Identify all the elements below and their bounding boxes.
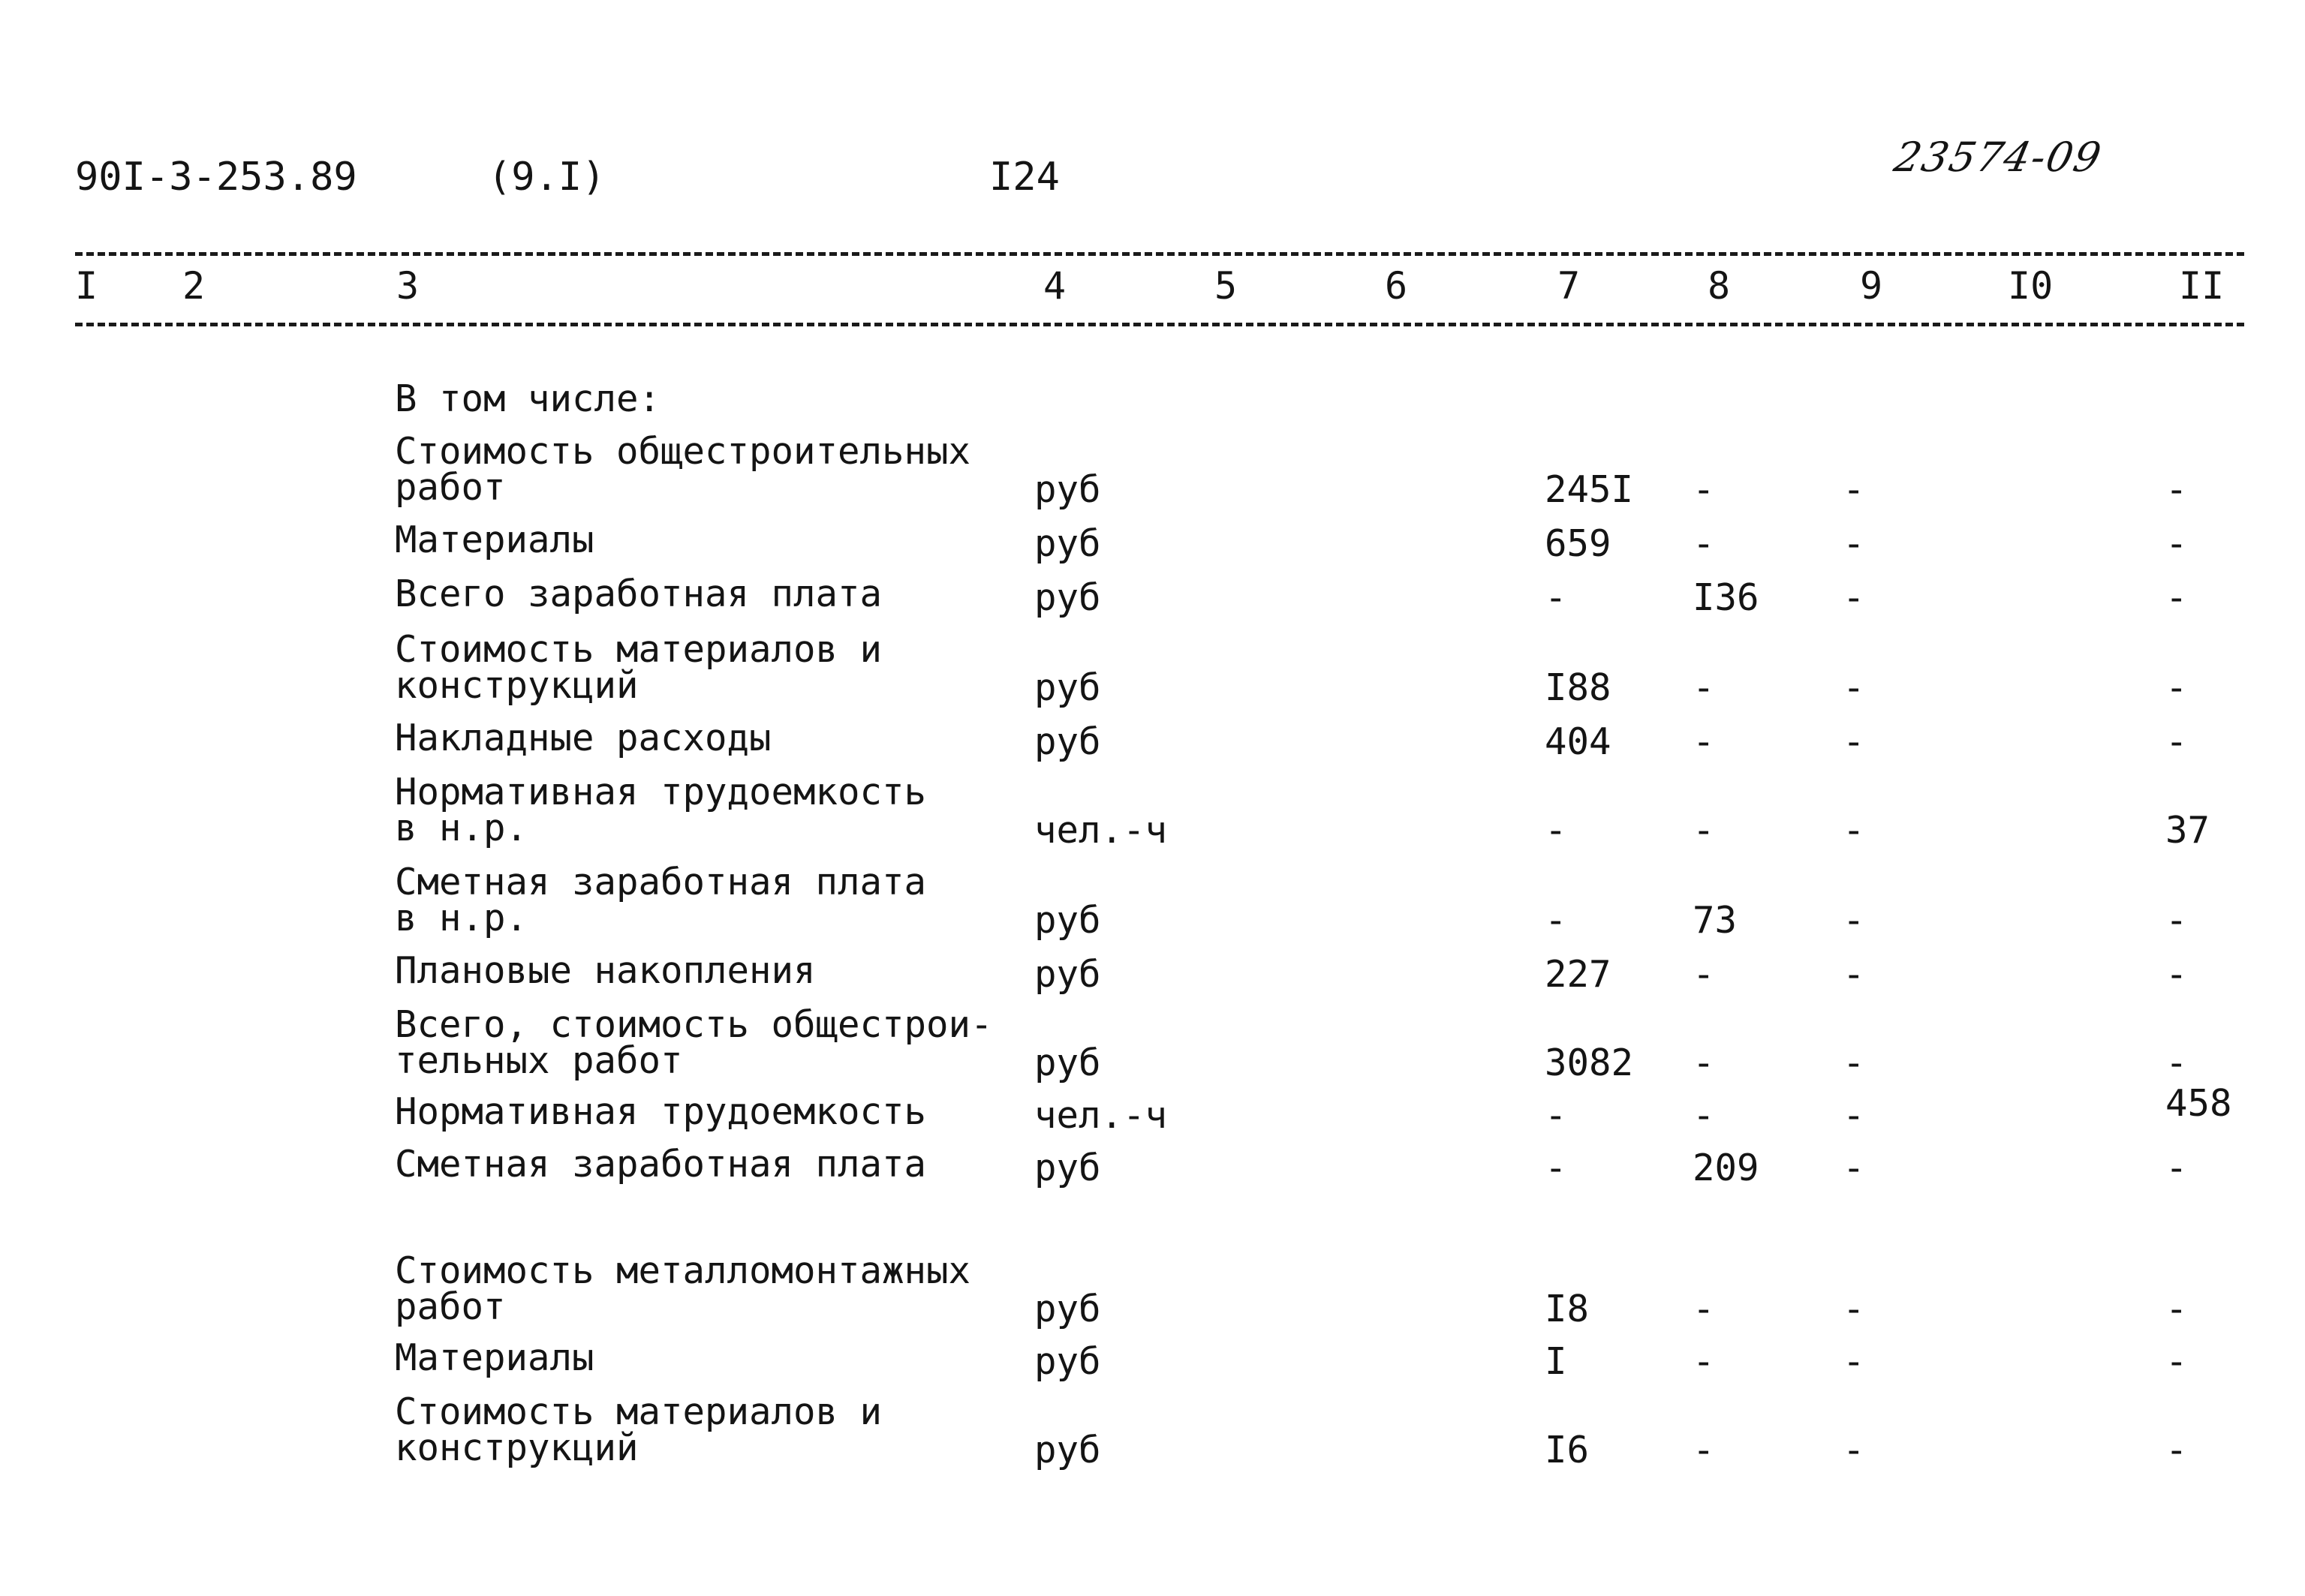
row-col8: - — [1693, 666, 1715, 709]
row-unit: руб — [1034, 1429, 1101, 1471]
row-unit: чел.-ч — [1034, 809, 1168, 852]
row-col11: - — [2165, 1340, 2188, 1383]
row-col11: - — [2165, 720, 2188, 763]
row-col9: - — [1843, 1288, 1865, 1330]
row-col8: - — [1693, 953, 1715, 996]
row-col11: - — [2165, 468, 2188, 511]
row-label: Сметная заработная плата в н.р. — [395, 861, 927, 939]
row-col8: I36 — [1693, 576, 1759, 619]
row-unit: руб — [1034, 1340, 1101, 1383]
row-label: Нормативная трудоемкость в н.р. — [395, 771, 927, 849]
row-col9: - — [1843, 1041, 1865, 1084]
row-col7: - — [1545, 899, 1567, 942]
column-number-4: 4 — [1043, 264, 1067, 308]
row-col7: - — [1545, 576, 1567, 619]
row-col7: 245I — [1545, 468, 1634, 511]
row-col8: - — [1693, 809, 1715, 852]
column-number-8: 8 — [1708, 264, 1731, 308]
row-col8: - — [1693, 1429, 1715, 1471]
row-col9: - — [1843, 468, 1865, 511]
row-col8: - — [1693, 468, 1715, 511]
row-col8: - — [1693, 1288, 1715, 1330]
column-number-1: I — [75, 264, 98, 308]
page-number: I24 — [989, 155, 1060, 200]
row-label: Накладные расходы — [395, 717, 772, 759]
row-col9: - — [1843, 899, 1865, 942]
row-label: Всего, стоимость общестрои- тельных работ — [395, 1003, 993, 1082]
row-label: Материалы — [395, 1336, 594, 1379]
row-col9: - — [1843, 1340, 1865, 1383]
row-col7: I — [1545, 1340, 1567, 1383]
row-col11: - — [2165, 1147, 2188, 1189]
row-unit: руб — [1034, 1288, 1101, 1330]
header-top-rule — [75, 252, 2244, 256]
row-col11: - — [2165, 1041, 2188, 1084]
row-label: Стоимость материалов и конструкций — [395, 1390, 883, 1469]
row-col9: - — [1843, 1429, 1865, 1471]
intro-label: В том числе: — [395, 377, 661, 420]
row-col7: 227 — [1545, 953, 1611, 996]
column-number-5: 5 — [1214, 264, 1238, 308]
row-label: Стоимость материалов и конструкций — [395, 628, 883, 707]
column-number-6: 6 — [1385, 264, 1408, 308]
row-col9: - — [1843, 1147, 1865, 1189]
row-col8: - — [1693, 1094, 1715, 1137]
row-unit: руб — [1034, 468, 1101, 511]
row-col8: 209 — [1693, 1147, 1759, 1189]
column-number-10: I0 — [2008, 264, 2054, 308]
row-col9: - — [1843, 953, 1865, 996]
row-label: Плановые накопления — [395, 949, 816, 992]
row-unit: руб — [1034, 522, 1101, 565]
row-unit: руб — [1034, 1041, 1101, 1084]
row-label: Сметная заработная плата — [395, 1143, 927, 1186]
row-col7: - — [1545, 809, 1567, 852]
row-unit: руб — [1034, 953, 1101, 996]
row-col7: I6 — [1545, 1429, 1590, 1471]
row-col11: - — [2165, 666, 2188, 709]
row-col9: - — [1843, 666, 1865, 709]
row-col7: I88 — [1545, 666, 1611, 709]
row-col7: - — [1545, 1094, 1567, 1137]
row-col8: - — [1693, 1340, 1715, 1383]
section-number: (9.I) — [488, 155, 606, 200]
row-unit: руб — [1034, 899, 1101, 942]
row-col9: - — [1843, 1094, 1865, 1137]
column-number-11: II — [2179, 264, 2225, 308]
row-col7: - — [1545, 1147, 1567, 1189]
row-col7: 659 — [1545, 522, 1611, 565]
row-col7: 404 — [1545, 720, 1611, 763]
row-col11: - — [2165, 522, 2188, 565]
row-unit: руб — [1034, 720, 1101, 763]
row-label: Стоимость металломонтажных работ — [395, 1249, 971, 1328]
column-number-9: 9 — [1860, 264, 1883, 308]
row-col9: - — [1843, 809, 1865, 852]
document-code: 90I-3-253.89 — [75, 155, 357, 200]
row-col8: - — [1693, 720, 1715, 763]
row-col8: - — [1693, 522, 1715, 565]
row-col11: 458 — [2165, 1082, 2232, 1125]
row-col7: 3082 — [1545, 1041, 1634, 1084]
row-unit: руб — [1034, 576, 1101, 619]
column-number-3: 3 — [396, 264, 420, 308]
row-unit: руб — [1034, 1147, 1101, 1189]
row-label: Нормативная трудоемкость — [395, 1090, 927, 1133]
row-label: Стоимость общестроительных работ — [395, 430, 971, 509]
row-col7: I8 — [1545, 1288, 1590, 1330]
row-col8: - — [1693, 1041, 1715, 1084]
row-col11: - — [2165, 953, 2188, 996]
row-col9: - — [1843, 720, 1865, 763]
row-col9: - — [1843, 522, 1865, 565]
row-col11: - — [2165, 1429, 2188, 1471]
column-number-7: 7 — [1557, 264, 1581, 308]
header-bottom-rule — [75, 323, 2244, 326]
row-unit: руб — [1034, 666, 1101, 709]
row-label: Всего заработная плата — [395, 573, 883, 615]
row-col11: 37 — [2165, 809, 2210, 852]
row-col9: - — [1843, 576, 1865, 619]
row-col11: - — [2165, 1288, 2188, 1330]
handwritten-stamp: 23574-09 — [1890, 134, 2107, 181]
row-unit: чел.-ч — [1034, 1094, 1168, 1137]
column-number-2: 2 — [182, 264, 206, 308]
row-col8: 73 — [1693, 899, 1738, 942]
row-col11: - — [2165, 899, 2188, 942]
row-col11: - — [2165, 576, 2188, 619]
row-label: Материалы — [395, 518, 594, 561]
